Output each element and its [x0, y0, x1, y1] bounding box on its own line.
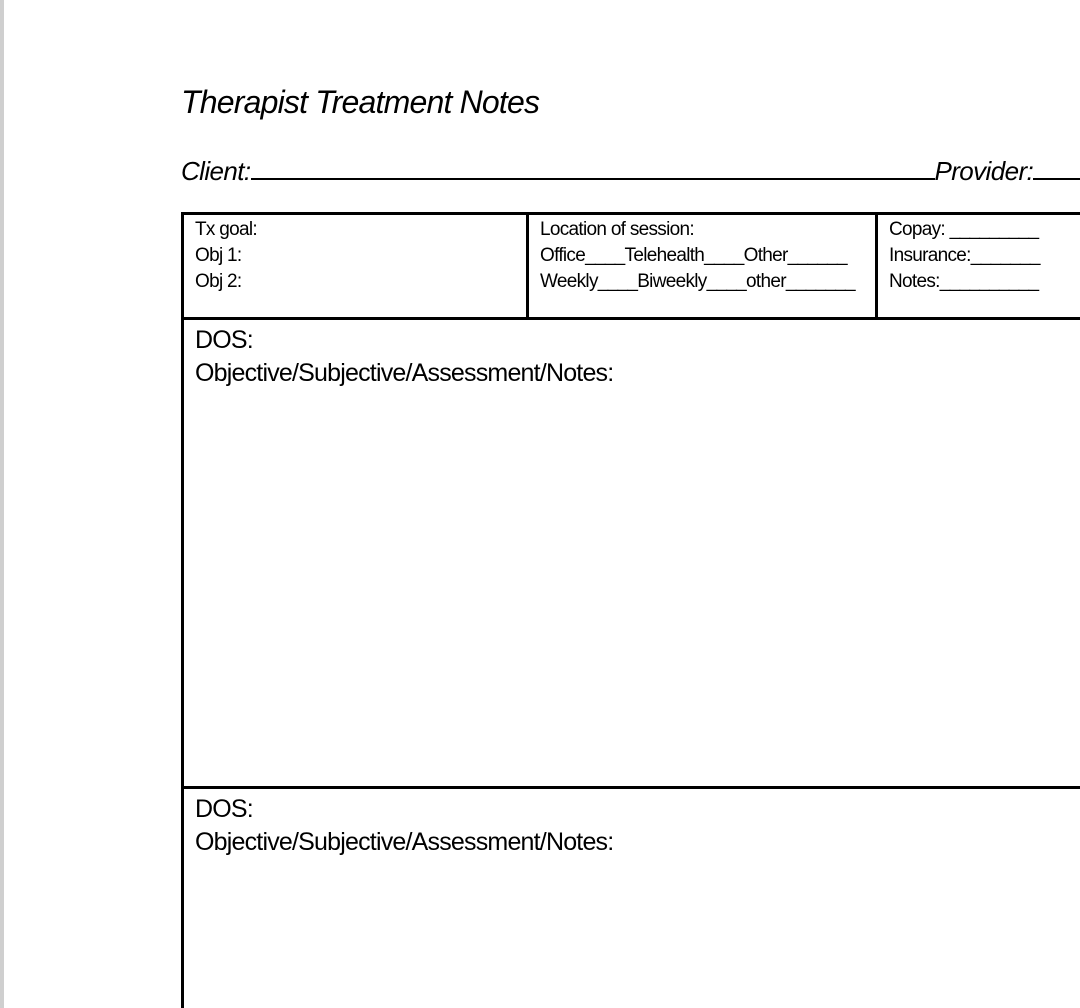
session-notes-section: [181, 320, 1080, 786]
dos-label: DOS:: [195, 795, 253, 823]
provider-name-field[interactable]: [1033, 178, 1080, 180]
session-notes-section: [181, 786, 1080, 1008]
billing-cell: [878, 215, 1080, 317]
frequency-options: Weekly____Biweekly____other_______: [540, 271, 855, 292]
goals-cell: [184, 215, 529, 317]
insurance-field: Insurance:_______: [889, 245, 1040, 266]
client-name-field[interactable]: [251, 178, 935, 180]
document-title: Therapist Treatment Notes: [181, 84, 540, 120]
tx-goal-label: Tx goal:: [195, 219, 257, 240]
location-options: Office____Telehealth____Other______: [540, 245, 847, 266]
client-provider-line: [181, 156, 1080, 187]
copay-field: Copay: _________: [889, 219, 1039, 240]
location-of-session-label: Location of session:: [540, 219, 694, 240]
notes-label: Objective/Subjective/Assessment/Notes:: [195, 359, 614, 387]
treatment-info-row: [181, 212, 1080, 320]
page-left-edge: [0, 0, 4, 1008]
notes-label: Objective/Subjective/Assessment/Notes:: [195, 828, 614, 856]
session-cell: [529, 215, 878, 317]
obj1-label: Obj 1:: [195, 245, 242, 266]
billing-notes-field: Notes:__________: [889, 271, 1039, 292]
provider-label: Provider:: [934, 156, 1034, 186]
obj2-label: Obj 2:: [195, 271, 242, 292]
client-label: Client:: [181, 156, 251, 186]
dos-label: DOS:: [195, 326, 253, 354]
